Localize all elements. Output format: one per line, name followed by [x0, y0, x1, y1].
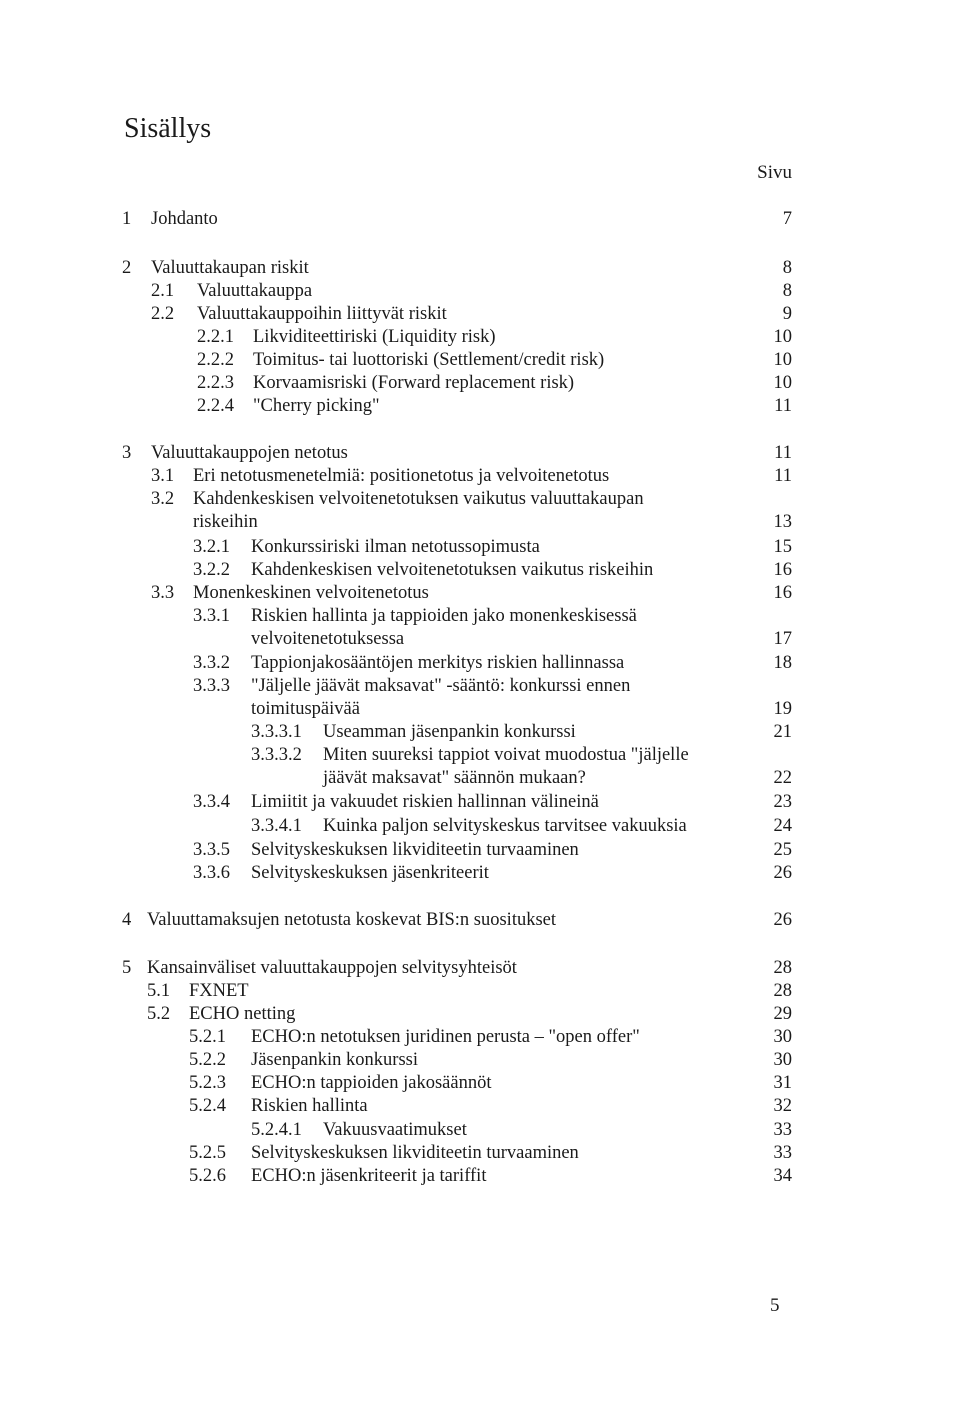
toc-entry-page: 26: [773, 863, 792, 883]
toc-entry: [0, 674, 960, 719]
toc-entry: [0, 325, 960, 349]
toc-entry-number: 2.1: [151, 281, 175, 301]
toc-entry-title: Valuuttakaupan riskit: [151, 258, 309, 278]
toc-entry-title: Johdanto: [151, 209, 218, 229]
toc-entry: [0, 207, 960, 231]
toc-entry-number: 3.3.1: [193, 606, 230, 626]
toc-entry: [0, 1071, 960, 1095]
toc-entry: [0, 279, 960, 303]
toc-entry-number: 1: [122, 209, 132, 229]
toc-entry-number: 4: [122, 910, 132, 930]
toc-entry: [0, 464, 960, 488]
toc-entry-title: Toimitus- tai luottoriski (Settlement/credit risk): [253, 350, 605, 370]
toc-entry-page: 18: [773, 653, 792, 673]
toc-entry-number: 3.3.6: [193, 863, 230, 883]
toc-entry-number: 5.2.4.1: [251, 1120, 302, 1140]
toc-entry-page: 15: [773, 537, 792, 557]
toc-entry-title: ECHO:n netotuksen juridinen perusta – "open offer": [251, 1027, 640, 1047]
toc-entry-number: 5.2.5: [189, 1143, 226, 1163]
toc-entry-title: "Jäljelle jäävät maksavat" -sääntö: konkurssi ennen: [251, 676, 631, 696]
toc-entry: [0, 790, 960, 814]
toc-entry-page: 34: [773, 1166, 792, 1186]
toc-entry-number: 2: [122, 258, 132, 278]
toc-entry-number: 5.2.6: [189, 1166, 226, 1186]
toc-entry-title-continuation: velvoitenetotuksessa: [251, 629, 405, 649]
toc-entry: [0, 1048, 960, 1072]
toc-entry: [0, 1164, 960, 1188]
toc-entry-title: Vakuusvaatimukset: [323, 1120, 467, 1140]
toc-entry-number: 2.2.1: [197, 327, 234, 347]
toc-entry-page: 29: [773, 1004, 792, 1024]
toc-entry-number: 2.2.4: [197, 396, 234, 416]
toc-entry: [0, 558, 960, 582]
toc-entry: [0, 1002, 960, 1026]
toc-entry-title: Valuuttakauppojen netotus: [151, 443, 348, 463]
toc-entry-title: Useamman jäsenpankin konkurssi: [323, 722, 576, 742]
toc-entry: [0, 956, 960, 980]
toc-entry: [0, 908, 960, 932]
toc-entry-number: 3.1: [151, 466, 175, 486]
toc-entry-number: 5.2: [147, 1004, 171, 1024]
toc-entry-number: 3.2.1: [193, 537, 230, 557]
toc-entry-page: 13: [773, 512, 792, 532]
toc-entry-title: Eri netotusmenetelmiä: positionetotus ja velvoitenetotus: [193, 466, 610, 486]
page-column-header: Sivu: [757, 162, 792, 183]
toc-entry: [0, 604, 960, 649]
toc-entry-page: 11: [774, 396, 792, 416]
toc-entry-title: Likviditeettiriski (Liquidity risk): [253, 327, 496, 347]
toc-entry-title: Selvityskeskuksen likviditeetin turvaaminen: [251, 1143, 579, 1163]
toc-entry-title: ECHO:n jäsenkriteerit ja tariffit: [251, 1166, 487, 1186]
toc-entry-page: 28: [773, 981, 792, 1001]
toc-entry-number: 3.3.2: [193, 653, 230, 673]
toc-entry-title: Valuuttamaksujen netotusta koskevat BIS:n suositukset: [147, 910, 557, 930]
toc-entry-title: Tappionjakosääntöjen merkitys riskien hallinnassa: [251, 653, 625, 673]
toc-entry: [0, 581, 960, 605]
toc-entry-title: Riskien hallinta ja tappioiden jako monenkeskisessä: [251, 606, 637, 626]
toc-entry-page: 26: [773, 910, 792, 930]
toc-entry-page: 9: [782, 304, 792, 324]
toc-entry-page: 30: [773, 1050, 792, 1070]
toc-entry-title: Riskien hallinta: [251, 1096, 368, 1116]
toc-entry: [0, 838, 960, 862]
toc-entry-number: 3.3.5: [193, 840, 230, 860]
toc-entry-page: 11: [774, 466, 792, 486]
toc-entry: [0, 348, 960, 372]
toc-entry-title: Konkurssiriski ilman netotussopimusta: [251, 537, 540, 557]
toc-entry-number: 5: [122, 958, 132, 978]
toc-entry-title: Valuuttakauppoihin liittyvät riskit: [197, 304, 447, 324]
toc-entry-page: 25: [773, 840, 792, 860]
toc-entry-number: 2.2.3: [197, 373, 234, 393]
toc-entry-title: Kansainväliset valuuttakauppojen selvitysyhteisöt: [147, 958, 517, 978]
toc-entry-page: 8: [782, 258, 792, 278]
toc-entry-page: 24: [773, 816, 792, 836]
toc-entry-number: 3.3.3: [193, 676, 230, 696]
toc-entry-number: 5.1: [147, 981, 171, 1001]
toc-entry-page: 23: [773, 792, 792, 812]
toc-entry-page: 16: [773, 560, 792, 580]
toc-entry-page: 33: [773, 1120, 792, 1140]
toc-entry: [0, 979, 960, 1003]
toc-entry: [0, 256, 960, 280]
toc-entry-title: Limiitit ja vakuudet riskien hallinnan välineinä: [251, 792, 599, 812]
toc-entry-number: 5.2.1: [189, 1027, 226, 1047]
toc-entry-title-continuation: toimituspäivää: [251, 699, 360, 719]
page-title: Sisällys: [124, 112, 212, 144]
toc-entry-number: 3.2.2: [193, 560, 230, 580]
toc-entry-title-continuation: riskeihin: [193, 512, 258, 532]
toc-entry: [0, 535, 960, 559]
toc-entry-number: 3.3.4: [193, 792, 230, 812]
toc-entry-page: 16: [773, 583, 792, 603]
toc-entry-page: 7: [782, 209, 792, 229]
toc-entry-number: 3.3.3.1: [251, 722, 302, 742]
toc-entry-page: 28: [773, 958, 792, 978]
toc-entry: [0, 1094, 960, 1118]
toc-entry-page: 19: [773, 699, 792, 719]
toc-entry-page: 22: [773, 768, 792, 788]
toc-entry-page: 32: [773, 1096, 792, 1116]
toc-entry: [0, 302, 960, 326]
toc-entry-title: Kahdenkeskisen velvoitenetotuksen vaikutus valuuttakaupan: [193, 489, 644, 509]
toc-entry-number: 5.2.3: [189, 1073, 226, 1093]
toc-entry-number: 5.2.4: [189, 1096, 226, 1116]
toc-entry-number: 3: [122, 443, 132, 463]
toc-entry: [0, 861, 960, 885]
toc-entry-number: 3.3: [151, 583, 175, 603]
toc-entry-page: 10: [773, 373, 792, 393]
toc-entry: [0, 441, 960, 465]
toc-entry: [0, 487, 960, 532]
toc-entry-number: 3.3.4.1: [251, 816, 302, 836]
toc-entry-number: 3.2: [151, 489, 175, 509]
toc-entry: [0, 1118, 960, 1142]
toc-entry: [0, 720, 960, 744]
toc-entry-title: Kuinka paljon selvityskeskus tarvitsee vakuuksia: [323, 816, 687, 836]
toc-entry-title-continuation: jäävät maksavat" säännön mukaan?: [323, 768, 586, 788]
toc-entry-title: "Cherry picking": [253, 396, 380, 416]
toc-entry-title: Valuuttakauppa: [197, 281, 313, 301]
toc-entry-page: 17: [773, 629, 792, 649]
toc-entry: [0, 1141, 960, 1165]
toc-entry-number: 5.2.2: [189, 1050, 226, 1070]
page-number: 5: [770, 1295, 780, 1316]
toc-entry: [0, 743, 960, 788]
toc-entry: [0, 1025, 960, 1049]
toc-entry-title: Selvityskeskuksen jäsenkriteerit: [251, 863, 489, 883]
toc-entry-number: 3.3.3.2: [251, 745, 302, 765]
toc-entry-page: 10: [773, 327, 792, 347]
toc-entry-page: 31: [773, 1073, 792, 1093]
toc-entry-number: 2.2.2: [197, 350, 234, 370]
toc-entry-number: 2.2: [151, 304, 175, 324]
toc-entry-page: 8: [782, 281, 792, 301]
toc-entry-title: FXNET: [189, 981, 249, 1001]
toc-entry: [0, 394, 960, 418]
toc-entry-page: 11: [774, 443, 792, 463]
toc-entry-page: 21: [773, 722, 792, 742]
toc-entry-title: Miten suureksi tappiot voivat muodostua "jäljelle: [323, 745, 689, 765]
toc-entry: [0, 814, 960, 838]
toc-entry: [0, 371, 960, 395]
toc-entry-title: ECHO netting: [189, 1004, 296, 1024]
toc-entry-title: Selvityskeskuksen likviditeetin turvaaminen: [251, 840, 579, 860]
toc-entry-page: 30: [773, 1027, 792, 1047]
toc-entry-page: 10: [773, 350, 792, 370]
toc-entry-title: Monenkeskinen velvoitenetotus: [193, 583, 429, 603]
toc-entry-title: Korvaamisriski (Forward replacement risk): [253, 373, 575, 393]
toc-entry-title: Kahdenkeskisen velvoitenetotuksen vaikutus riskeihin: [251, 560, 654, 580]
toc-entry-title: Jäsenpankin konkurssi: [251, 1050, 418, 1070]
toc-entry: [0, 651, 960, 675]
toc-entry-title: ECHO:n tappioiden jakosäännöt: [251, 1073, 492, 1093]
toc-entry-page: 33: [773, 1143, 792, 1163]
